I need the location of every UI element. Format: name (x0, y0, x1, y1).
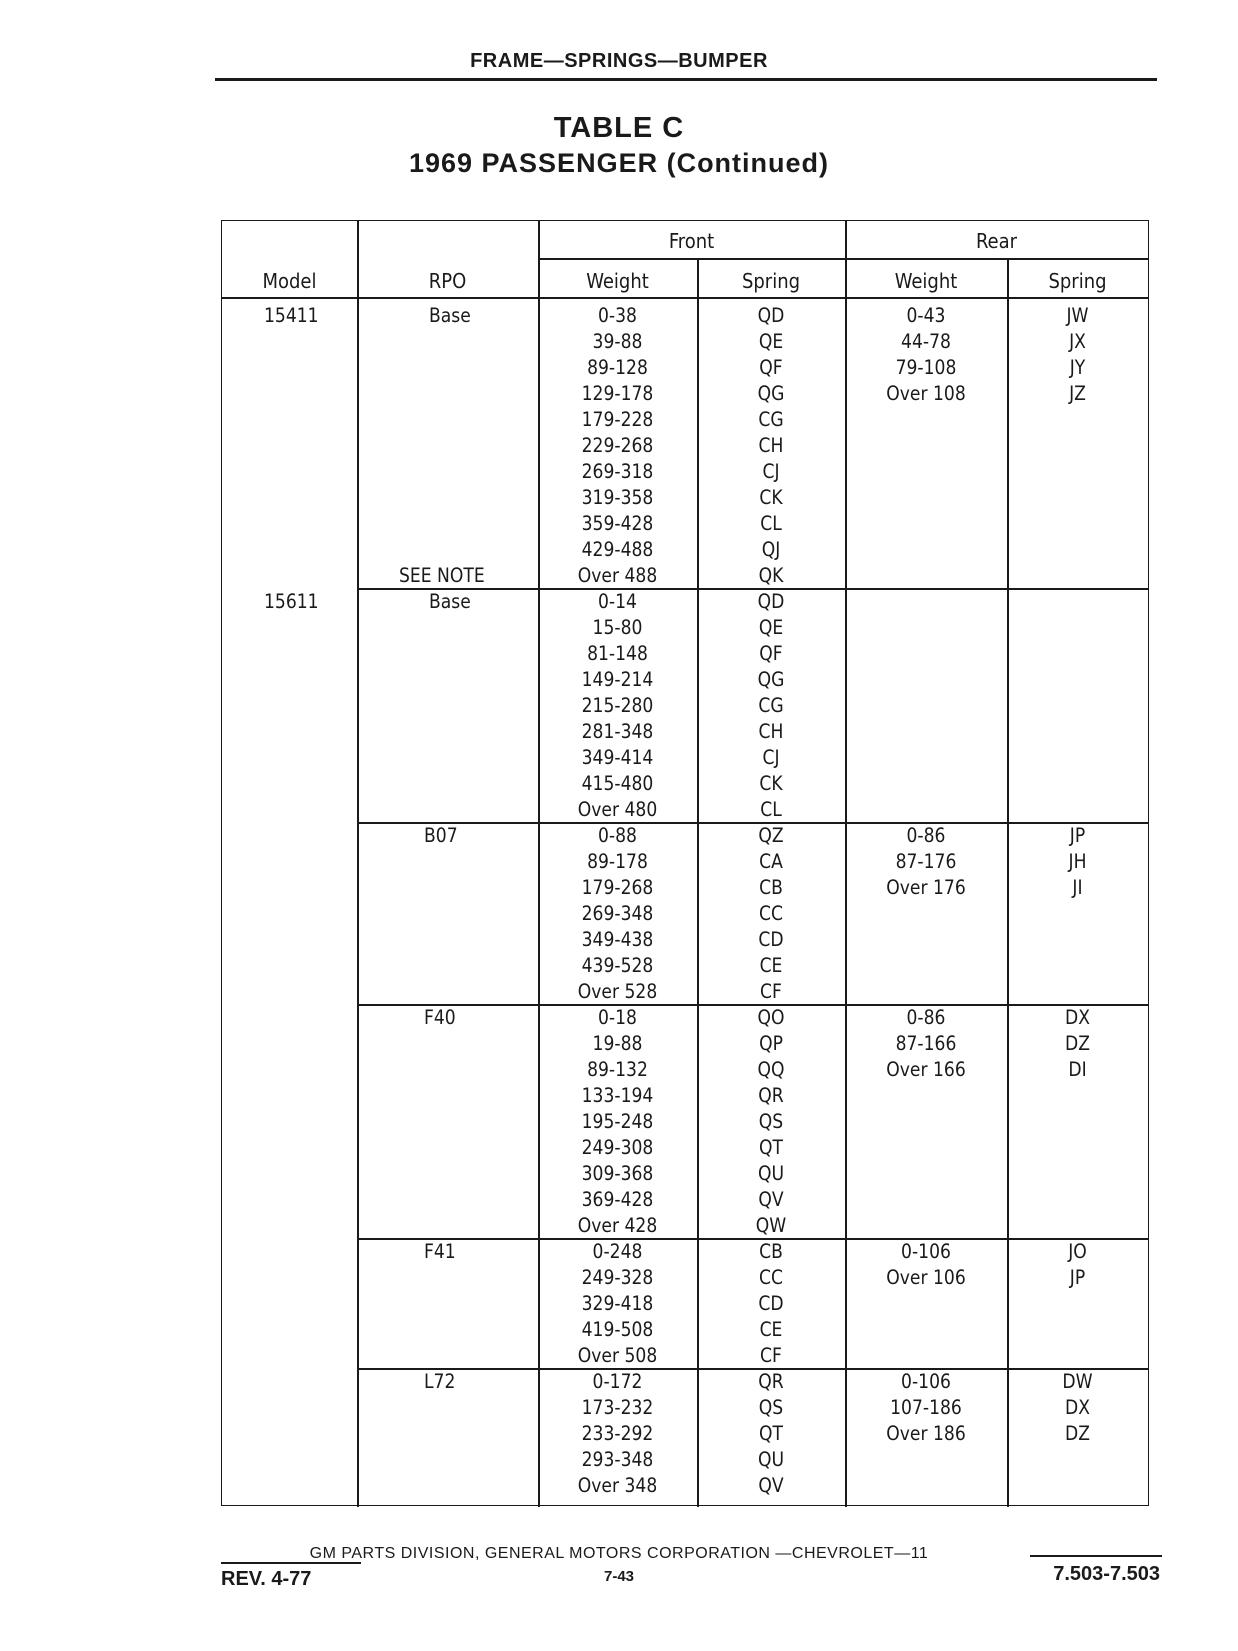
front-spring-cell: QT (758, 1422, 783, 1445)
front-weight-cell: 15-80 (592, 616, 643, 639)
rear-weight-cell: 87-166 (895, 1032, 957, 1055)
rear-spring-cell: JX (1069, 330, 1086, 353)
rear-weight-cell: Over 176 (886, 876, 966, 899)
front-spring-cell: QR (758, 1084, 784, 1107)
front-weight-cell: 19-88 (592, 1032, 643, 1055)
rear-weight-cell: 0-43 (906, 304, 946, 327)
rear-spring-cell: JZ (1069, 382, 1086, 405)
front-spring-cell: CF (760, 980, 782, 1003)
front-weight-cell: 359-428 (581, 512, 654, 535)
front-weight-cell: 89-128 (587, 356, 648, 379)
front-weight-cell: 0-14 (598, 590, 637, 613)
front-spring-cell: CD (758, 1292, 784, 1315)
rear-weight-cell: 0-106 (901, 1370, 951, 1393)
front-spring-cell: CL (760, 798, 782, 821)
rear-weight-cell: 0-86 (906, 1006, 946, 1029)
rear-weight-cell: 0-86 (906, 824, 946, 847)
section-title: FRAME—SPRINGS—BUMPER (470, 50, 768, 72)
front-spring-cell: QZ (758, 824, 784, 847)
rpo-cell: L72 (424, 1370, 456, 1393)
front-weight-cell: 0-172 (592, 1370, 643, 1393)
rpo-cell: Base (429, 304, 471, 327)
front-spring-cell: CH (758, 720, 784, 743)
front-weight-cell: Over 488 (577, 564, 658, 587)
front-header: Front (668, 229, 715, 253)
front-weight-cell: 173-232 (581, 1396, 654, 1419)
rear-weight-cell: 44-78 (901, 330, 951, 353)
front-spring-cell: QE (758, 330, 784, 353)
front-weight-cell: 249-308 (581, 1136, 654, 1159)
header-divider (538, 258, 1148, 260)
rear-weight-cell: Over 166 (886, 1058, 966, 1081)
front-weight-cell: 249-328 (581, 1266, 654, 1289)
column-divider (357, 221, 359, 1507)
front-weight-cell: 89-132 (587, 1058, 648, 1081)
front-spring-cell: CL (760, 512, 782, 535)
model-cell: 15411 (264, 304, 319, 327)
rpo-note: SEE NOTE (399, 564, 485, 587)
front-weight-cell: 0-38 (598, 304, 637, 327)
front-spring-header: Spring (741, 269, 801, 293)
rear-spring-cell: JP (1069, 1266, 1086, 1289)
front-spring-cell: QD (757, 590, 785, 613)
front-spring-cell: CK (759, 772, 783, 795)
front-spring-cell: QF (759, 356, 783, 379)
rear-spring-header: Spring (1048, 269, 1107, 293)
front-spring-cell: QE (758, 616, 784, 639)
rear-spring-cell: JH (1068, 850, 1087, 873)
front-spring-cell: CJ (762, 460, 780, 483)
front-weight-cell: Over 428 (577, 1214, 658, 1237)
front-spring-cell: QS (758, 1396, 784, 1419)
front-weight-cell: Over 508 (577, 1344, 658, 1367)
front-weight-cell: 0-88 (598, 824, 637, 847)
front-weight-cell: 39-88 (592, 330, 643, 353)
front-weight-header: Weight (586, 269, 649, 293)
rear-spring-cell: JO (1068, 1240, 1087, 1263)
front-spring-cell: QV (758, 1474, 784, 1497)
front-weight-cell: Over 528 (577, 980, 658, 1003)
model-cell: 15611 (264, 590, 319, 613)
front-weight-cell: 349-414 (581, 746, 654, 769)
front-weight-cell: Over 480 (577, 798, 658, 821)
front-spring-cell: QD (757, 304, 785, 327)
rear-spring-cell: DZ (1065, 1032, 1090, 1055)
rear-spring-cell: DI (1068, 1058, 1087, 1081)
rear-spring-cell: JY (1069, 356, 1086, 379)
rpo-cell: B07 (424, 824, 458, 847)
front-weight-cell: 215-280 (581, 694, 654, 717)
rear-weight-header: Weight (894, 269, 958, 293)
front-weight-cell: 309-368 (581, 1162, 654, 1185)
rear-spring-cell: JW (1066, 304, 1089, 327)
model-header: Model (262, 269, 317, 293)
page-number: 7-43 (603, 1568, 635, 1585)
front-weight-cell: 319-358 (581, 486, 654, 509)
front-spring-cell: QJ (761, 538, 781, 561)
front-spring-cell: QU (757, 1448, 785, 1471)
front-spring-cell: QO (757, 1006, 785, 1029)
front-weight-cell: 293-348 (581, 1448, 654, 1471)
front-weight-cell: Over 348 (577, 1474, 658, 1497)
spring-table (221, 220, 1149, 1506)
rear-weight-cell: Over 186 (886, 1422, 966, 1445)
front-weight-cell: 269-348 (581, 902, 654, 925)
front-weight-cell: 81-148 (587, 642, 648, 665)
front-weight-cell: 369-428 (581, 1188, 654, 1211)
front-spring-cell: CG (758, 408, 784, 431)
front-weight-cell: 329-418 (581, 1292, 654, 1315)
front-weight-cell: 419-508 (581, 1318, 654, 1341)
front-weight-cell: 349-438 (581, 928, 654, 951)
front-weight-cell: 281-348 (581, 720, 654, 743)
front-spring-cell: QW (755, 1214, 787, 1237)
front-weight-cell: 429-488 (581, 538, 654, 561)
front-weight-cell: 179-228 (581, 408, 654, 431)
front-spring-cell: QV (758, 1188, 784, 1211)
front-spring-cell: CE (759, 1318, 783, 1341)
rear-header: Rear (975, 229, 1018, 253)
rear-spring-cell: DX (1065, 1006, 1090, 1029)
rear-spring-cell: JP (1069, 824, 1086, 847)
front-weight-cell: 0-248 (592, 1240, 643, 1263)
front-spring-cell: CC (759, 1266, 783, 1289)
header-divider (222, 297, 1148, 299)
front-weight-cell: 179-268 (581, 876, 654, 899)
front-weight-cell: 415-480 (581, 772, 654, 795)
rear-weight-cell: 107-186 (890, 1396, 962, 1419)
front-spring-cell: CA (759, 850, 783, 873)
header-rule (215, 78, 1157, 81)
front-spring-cell: CF (760, 1344, 782, 1367)
front-weight-cell: 229-268 (581, 434, 654, 457)
rear-weight-cell: 0-106 (901, 1240, 951, 1263)
front-spring-cell: QG (757, 668, 785, 691)
front-spring-cell: QR (758, 1370, 784, 1393)
front-spring-cell: CB (759, 876, 783, 899)
front-weight-cell: 269-318 (581, 460, 654, 483)
rear-spring-cell: DX (1065, 1396, 1090, 1419)
front-spring-cell: CG (758, 694, 784, 717)
front-spring-cell: QS (758, 1110, 784, 1133)
front-spring-cell: CJ (762, 746, 780, 769)
front-spring-cell: QP (759, 1032, 783, 1055)
front-weight-cell: 129-178 (581, 382, 654, 405)
front-spring-cell: CH (758, 434, 784, 457)
front-spring-cell: CB (759, 1240, 783, 1263)
rear-spring-cell: JI (1072, 876, 1083, 899)
rear-weight-cell: 87-176 (895, 850, 957, 873)
publisher-line: GM PARTS DIVISION, GENERAL MOTORS CORPORATION —CHEVROLET—11 (309, 1545, 929, 1562)
table-subtitle: 1969 PASSENGER (Continued) (408, 148, 830, 178)
rear-weight-cell: 79-108 (895, 356, 957, 379)
front-weight-cell: 233-292 (581, 1422, 654, 1445)
front-weight-cell: 133-194 (581, 1084, 654, 1107)
front-weight-cell: 89-178 (587, 850, 648, 873)
rpo-cell: F40 (424, 1006, 456, 1029)
front-spring-cell: CC (759, 902, 783, 925)
rear-spring-cell: DZ (1065, 1422, 1090, 1445)
front-weight-cell: 439-528 (581, 954, 654, 977)
table-title: TABLE C (553, 112, 685, 144)
front-spring-cell: QQ (757, 1058, 785, 1081)
revision-label: REV. 4-77 (221, 1568, 312, 1590)
front-weight-cell: 0-18 (598, 1006, 637, 1029)
rear-weight-cell: Over 108 (886, 382, 966, 405)
front-weight-cell: 195-248 (581, 1110, 654, 1133)
front-spring-cell: CK (759, 486, 783, 509)
front-spring-cell: QU (757, 1162, 785, 1185)
front-spring-cell: CE (759, 954, 783, 977)
front-spring-cell: QT (758, 1136, 783, 1159)
rear-spring-cell: DW (1062, 1370, 1093, 1393)
front-spring-cell: QG (757, 382, 785, 405)
section-number: 7.503-7.503 (1053, 1563, 1160, 1585)
rpo-cell: F41 (424, 1240, 456, 1263)
front-spring-cell: QF (759, 642, 783, 665)
front-weight-cell: 149-214 (581, 668, 654, 691)
rpo-header: RPO (428, 269, 467, 293)
front-spring-cell: QK (758, 564, 784, 587)
rear-weight-cell: Over 106 (886, 1266, 966, 1289)
rpo-cell: Base (429, 590, 471, 613)
front-spring-cell: CD (758, 928, 784, 951)
